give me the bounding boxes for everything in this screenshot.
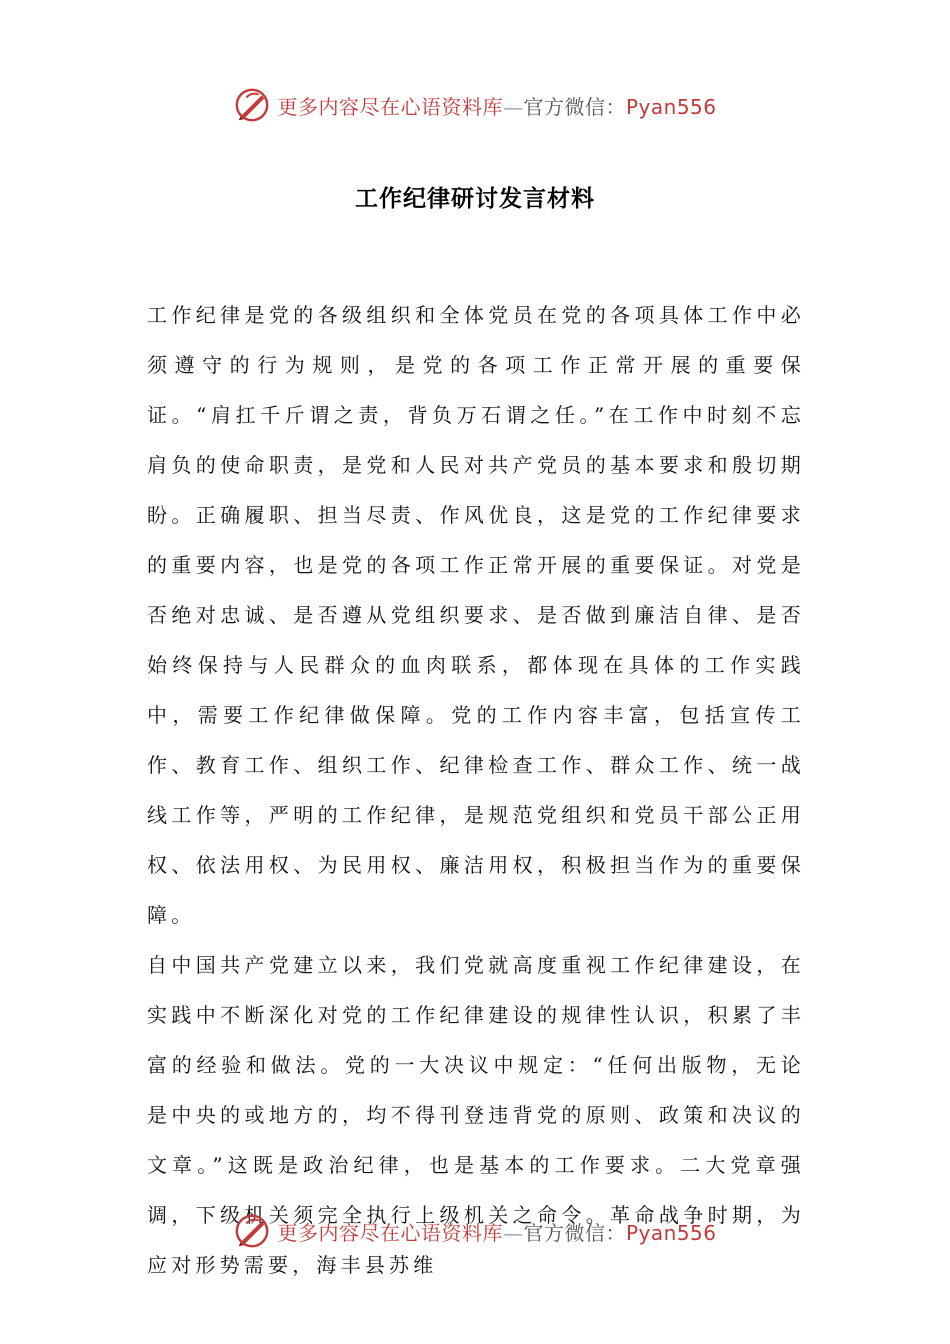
document-title: 工作纪律研讨发言材料 — [355, 186, 595, 212]
banner-wechat-id: Pyan556 — [625, 1220, 717, 1245]
banner-text — [277, 1217, 716, 1246]
banner-wechat-id: Pyan556 — [625, 94, 717, 119]
paragraph-2: 自中国共产党建立以来，我们党就高度重视工作纪律建设，在实践中不断深化对党的工作纪律建设的规律性认识，积累了丰富的经验和做法。党的一大决议中规定：“任何出版物，无论是中央的或地方的，均不得刊登违背党的原则、政策和决议的文章。”这既是政治纪律，也是基本的工作要求。二大党章强调，下级机关须完全执行上级机关之命令。革命战争时期，为应对形势需要，海丰县苏维 — [147, 953, 805, 1277]
banner-wechat-label: 官方微信： — [523, 1220, 626, 1245]
banner-slogan: 更多内容尽在心语资料库 — [277, 94, 503, 119]
banner-dash: — — [502, 94, 524, 119]
footer-watermark-banner — [0, 1208, 950, 1254]
document-body — [147, 290, 805, 1290]
pen-logo-icon — [233, 86, 271, 124]
banner-text — [277, 91, 716, 120]
paragraph-1: 工作纪律是党的各级组织和全体党员在党的各项具体工作中必须遵守的行为规则，是党的各项工作正常开展的重要保证。“肩扛千斤谓之责，背负万石谓之任。”在工作中时刻不忘肩负的使命职责，是党和人民对共产党员的基本要求和殷切期盼。正确履职、担当尽责、作风优良，这是党的工作纪律要求的重要内容，也是党的各项工作正常开展的重要保证。对党是否绝对忠诚、是否遵从党组织要求、是否做到廉洁自律、是否始终保持与人民群众的血肉联系，都体现在具体的工作实践中，需要工作纪律做保障。党的工作内容丰富，包括宣传工作、教育工作、组织工作、纪律检查工作、群众工作、统一战线工作等，严明的工作纪律，是规范党组织和党员干部公正用权、依法用权、为民用权、廉洁用权，积极担当作为的重要保障。 — [147, 303, 805, 927]
banner-wechat-label: 官方微信： — [523, 94, 626, 119]
header-watermark-banner — [0, 82, 950, 128]
pen-logo-icon — [233, 1212, 271, 1250]
banner-slogan: 更多内容尽在心语资料库 — [277, 1220, 503, 1245]
banner-dash: — — [502, 1220, 524, 1245]
